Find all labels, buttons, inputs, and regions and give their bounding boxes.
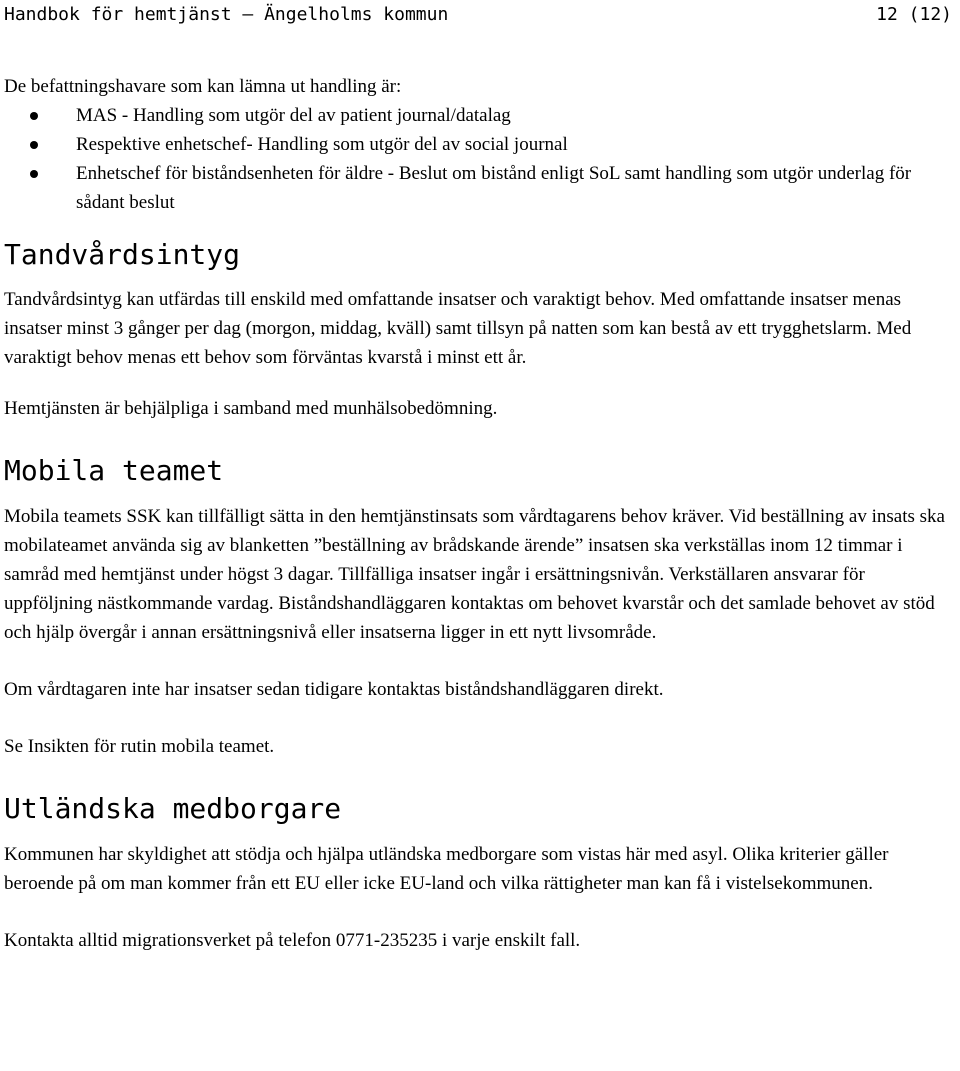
page-header [4, 2, 952, 28]
list-item [4, 159, 952, 217]
list-item-text: Respektive enhetschef- Handling som utgör del av social journal [76, 134, 568, 155]
list-item-text: Enhetschef för biståndsenheten för äldre - Beslut om bistånd enligt SoL samt handling som utgör underlag för sådant beslut [76, 163, 912, 213]
list-item [4, 130, 952, 159]
intro-paragraph: De befattningshavare som kan lämna ut handling är: [4, 76, 402, 97]
bullet-icon [30, 141, 38, 149]
tandvard-paragraph-2: Hemtjänsten är behjälpliga i samband med munhälsobedömning. [4, 398, 498, 419]
section-heading-utlandska-medborgare: Utländska medborgare [4, 792, 342, 825]
page-content [4, 72, 952, 955]
list-item-text: MAS - Handling som utgör del av patient journal/datalag [76, 105, 511, 126]
section-heading-tandvardsintyg: Tandvårdsintyg [4, 238, 241, 271]
utlandska-paragraph-2: Kontakta alltid migrationsverket på telefon 0771-235235 i varje enskilt fall. [4, 930, 581, 951]
mobila-paragraph-2: Om vårdtagaren inte har insatser sedan tidigare kontaktas biståndshandläggaren direkt. [4, 679, 664, 700]
tandvard-paragraph-1: Tandvårdsintyg kan utfärdas till enskild med omfattande insatser och varaktigt behov. Med omfattande insatser menas insatser minst 3 gånger per dag (morgon, middag, kväll) samt tillsyn på natten som kan bestå av ett trygghetslarm. Med varaktigt behov menas ett behov som förväntas kvarstå i minst ett år. [4, 289, 912, 368]
mobila-paragraph-3: Se Insikten för rutin mobila teamet. [4, 736, 275, 757]
page-number: 12 (12) [876, 4, 952, 25]
list-item [4, 101, 952, 130]
section-heading-mobila-teamet: Mobila teamet [4, 454, 224, 487]
document-title: Handbok för hemtjänst – Ängelholms kommun [4, 4, 449, 25]
utlandska-paragraph-1: Kommunen har skyldighet att stödja och hjälpa utländska medborgare som vistas här med asyl. Olika kriterier gäller beroende på om man kommer från ett EU eller icke EU-land och vilka rättigheter man kan få i vistelsekommunen. [4, 844, 889, 894]
bullet-icon [30, 112, 38, 120]
bullet-icon [30, 170, 38, 178]
mobila-paragraph-1: Mobila teamets SSK kan tillfälligt sätta in den hemtjänstinsats som vårdtagarens behov kräver. Vid beställning av insats ska mobilateamet använda sig av blanketten ”beställning av brådskande ärende” insatsen ska verkställas inom 12 timmar i samråd med hemtjänst under högst 3 dagar. Tillfälliga insatser ingår i ersättningsnivån. Verkställaren ansvarar för uppföljning nästkommande vardag. Biståndshandläggaren kontaktas om behovet kvarstår och det samlade behovet av stöd och hjälp övergår i annan ersättningsnivå eller insatserna ligger in ett nytt livsområde. [4, 506, 945, 643]
bullet-list [4, 101, 952, 217]
